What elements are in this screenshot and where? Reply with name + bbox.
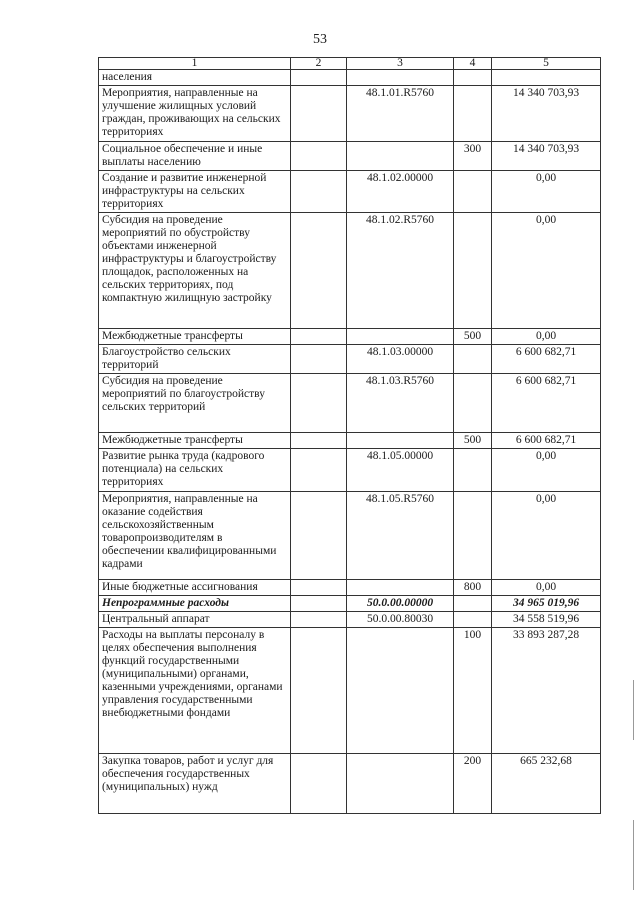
column-header-5: 5 bbox=[492, 58, 601, 70]
row-name-cell: Субсидия на проведение мероприятий по обустройству объектами инженерной инфраструктуры и благоустройству площадок, расположенных на сельских территориях, под компактную жилищную застройку bbox=[99, 213, 291, 329]
row-amount-cell: 33 893 287,28 bbox=[492, 628, 601, 754]
row-type-cell bbox=[454, 86, 492, 142]
row-name-cell: Благоустройство сельских территорий bbox=[99, 345, 291, 374]
row-name-cell: Субсидия на проведение мероприятий по благоустройству сельских территорий bbox=[99, 374, 291, 433]
row-code-cell: 50.0.00.00000 bbox=[347, 596, 454, 612]
row-type-cell bbox=[454, 213, 492, 329]
row-amount-cell: 0,00 bbox=[492, 171, 601, 213]
table-row bbox=[99, 492, 601, 580]
row-col2-cell bbox=[291, 374, 347, 433]
row-col2-cell bbox=[291, 171, 347, 213]
row-amount-cell: 665 232,68 bbox=[492, 754, 601, 814]
column-header-2: 2 bbox=[291, 58, 347, 70]
row-col2-cell bbox=[291, 754, 347, 814]
table-row bbox=[99, 329, 601, 345]
table-body bbox=[99, 70, 601, 814]
row-amount-cell: 6 600 682,71 bbox=[492, 345, 601, 374]
row-amount-cell: 14 340 703,93 bbox=[492, 86, 601, 142]
row-code-cell bbox=[347, 142, 454, 171]
row-type-cell bbox=[454, 171, 492, 213]
row-name-cell: Расходы на выплаты персоналу в целях обеспечения выполнения функций государственными (муниципальными) органами, казенными учреждениями, органами управления государственными внебюджетными фондами bbox=[99, 628, 291, 754]
row-col2-cell bbox=[291, 213, 347, 329]
row-code-cell: 48.1.03.R5760 bbox=[347, 374, 454, 433]
row-type-cell bbox=[454, 345, 492, 374]
row-name-cell: Межбюджетные трансферты bbox=[99, 329, 291, 345]
row-amount-cell bbox=[492, 70, 601, 86]
column-header-4: 4 bbox=[454, 58, 492, 70]
row-col2-cell bbox=[291, 612, 347, 628]
row-code-cell: 48.1.05.00000 bbox=[347, 449, 454, 492]
row-code-cell: 48.1.05.R5760 bbox=[347, 492, 454, 580]
row-code-cell: 48.1.01.R5760 bbox=[347, 86, 454, 142]
page-number: 53 bbox=[313, 32, 327, 47]
row-type-cell: 500 bbox=[454, 329, 492, 345]
row-amount-cell: 34 965 019,96 bbox=[492, 596, 601, 612]
header-row bbox=[99, 58, 601, 70]
row-name-cell: Межбюджетные трансферты bbox=[99, 433, 291, 449]
table-row bbox=[99, 580, 601, 596]
row-name-cell: Закупка товаров, работ и услуг для обеспечения государственных (муниципальных) нужд bbox=[99, 754, 291, 814]
row-name-cell: Мероприятия, направленные на оказание содействия сельскохозяйственным товаропроизводителям в обеспечении квалифицированными кадрами bbox=[99, 492, 291, 580]
table-row bbox=[99, 213, 601, 329]
row-col2-cell bbox=[291, 345, 347, 374]
row-type-cell: 800 bbox=[454, 580, 492, 596]
scan-edge-mark bbox=[633, 680, 634, 740]
scan-edge-mark bbox=[633, 820, 634, 890]
row-amount-cell: 6 600 682,71 bbox=[492, 433, 601, 449]
row-type-cell: 300 bbox=[454, 142, 492, 171]
row-type-cell: 200 bbox=[454, 754, 492, 814]
row-name-cell: Иные бюджетные ассигнования bbox=[99, 580, 291, 596]
table-row bbox=[99, 374, 601, 433]
row-amount-cell: 14 340 703,93 bbox=[492, 142, 601, 171]
row-name-cell: Непрограммные расходы bbox=[99, 596, 291, 612]
row-col2-cell bbox=[291, 433, 347, 449]
row-code-cell: 50.0.00.80030 bbox=[347, 612, 454, 628]
row-code-cell bbox=[347, 70, 454, 86]
row-code-cell: 48.1.02.R5760 bbox=[347, 213, 454, 329]
row-code-cell bbox=[347, 628, 454, 754]
table-row bbox=[99, 86, 601, 142]
row-code-cell bbox=[347, 329, 454, 345]
table-row bbox=[99, 433, 601, 449]
row-amount-cell: 6 600 682,71 bbox=[492, 374, 601, 433]
row-col2-cell bbox=[291, 329, 347, 345]
table-row bbox=[99, 628, 601, 754]
table-row bbox=[99, 142, 601, 171]
budget-table bbox=[98, 57, 601, 814]
row-type-cell: 500 bbox=[454, 433, 492, 449]
row-name-cell: Мероприятия, направленные на улучшение жилищных условий граждан, проживающих на сельских территориях bbox=[99, 86, 291, 142]
row-amount-cell: 0,00 bbox=[492, 449, 601, 492]
row-type-cell bbox=[454, 449, 492, 492]
row-code-cell: 48.1.02.00000 bbox=[347, 171, 454, 213]
row-type-cell bbox=[454, 612, 492, 628]
row-code-cell bbox=[347, 580, 454, 596]
column-header-3: 3 bbox=[347, 58, 454, 70]
row-col2-cell bbox=[291, 580, 347, 596]
table-row bbox=[99, 171, 601, 213]
row-type-cell: 100 bbox=[454, 628, 492, 754]
column-header-1: 1 bbox=[99, 58, 291, 70]
table-row bbox=[99, 596, 601, 612]
row-amount-cell: 0,00 bbox=[492, 213, 601, 329]
table-row bbox=[99, 345, 601, 374]
row-col2-cell bbox=[291, 142, 347, 171]
row-code-cell: 48.1.03.00000 bbox=[347, 345, 454, 374]
row-name-cell: Развитие рынка труда (кадрового потенциала) на сельских территориях bbox=[99, 449, 291, 492]
row-type-cell bbox=[454, 596, 492, 612]
row-col2-cell bbox=[291, 70, 347, 86]
row-code-cell bbox=[347, 754, 454, 814]
row-type-cell bbox=[454, 374, 492, 433]
row-name-cell: Создание и развитие инженерной инфраструктуры на сельских территориях bbox=[99, 171, 291, 213]
row-col2-cell bbox=[291, 86, 347, 142]
row-amount-cell: 0,00 bbox=[492, 492, 601, 580]
table-row bbox=[99, 612, 601, 628]
row-col2-cell bbox=[291, 492, 347, 580]
row-name-cell: Центральный аппарат bbox=[99, 612, 291, 628]
row-type-cell bbox=[454, 492, 492, 580]
row-col2-cell bbox=[291, 596, 347, 612]
row-name-cell: Социальное обеспечение и иные выплаты населению bbox=[99, 142, 291, 171]
row-col2-cell bbox=[291, 628, 347, 754]
table-row bbox=[99, 449, 601, 492]
row-amount-cell: 34 558 519,96 bbox=[492, 612, 601, 628]
row-type-cell bbox=[454, 70, 492, 86]
row-amount-cell: 0,00 bbox=[492, 580, 601, 596]
table-row bbox=[99, 754, 601, 814]
row-amount-cell: 0,00 bbox=[492, 329, 601, 345]
row-code-cell bbox=[347, 433, 454, 449]
table-row bbox=[99, 70, 601, 86]
row-col2-cell bbox=[291, 449, 347, 492]
row-name-cell: населения bbox=[99, 70, 291, 86]
